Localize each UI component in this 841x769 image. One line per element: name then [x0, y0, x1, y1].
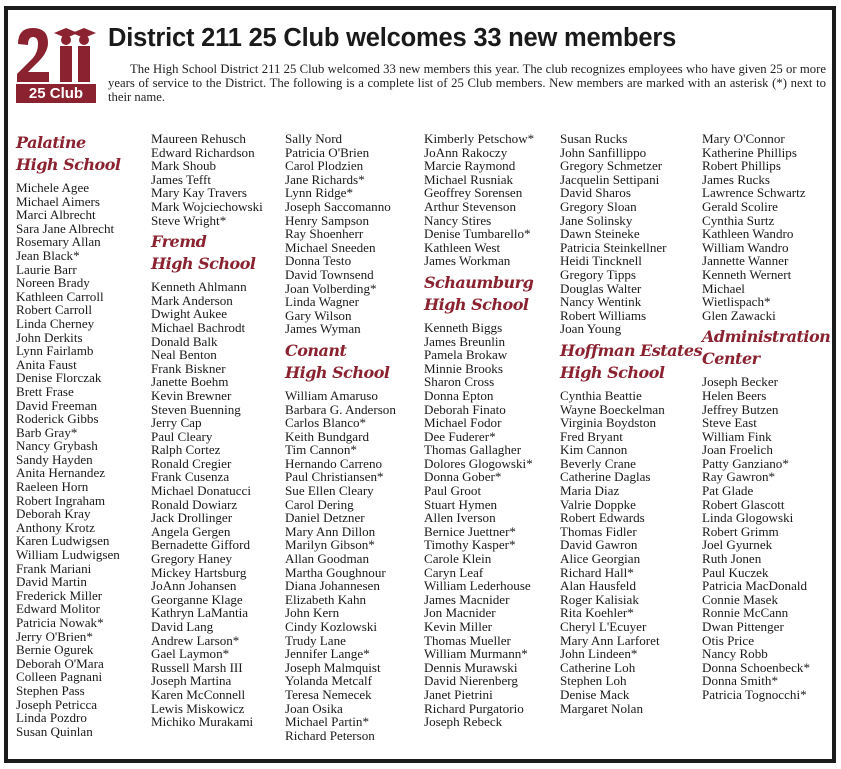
member-name: Mark Shoub: [151, 158, 217, 174]
member-name: David Nierenberg: [424, 673, 518, 689]
member-name: Robert Edwards: [560, 510, 645, 526]
member-name: Edward Molitor: [16, 601, 101, 617]
member-name: Robert Phillips: [702, 158, 781, 174]
member-name: Cheryl L'Ecuyer: [560, 619, 647, 634]
member-name: Glen Zawacki: [702, 307, 776, 323]
member-name: Kenneth Wernert: [702, 266, 792, 282]
school-heading-line: Fremd: [151, 232, 207, 252]
member-name: Michael Bachrodt: [151, 319, 246, 335]
member-name: James Macnider: [424, 591, 510, 607]
member-name: Michael Aimers: [16, 193, 100, 209]
member-name: Stuart Hymen: [424, 496, 498, 512]
member-name: Russell Marsh III: [151, 659, 243, 675]
school-heading: [702, 326, 830, 370]
member-name: Steve Wright*: [151, 212, 227, 228]
member-name: Robert Williams: [560, 307, 647, 323]
member-name: JoAnn Rakoczy: [424, 144, 508, 160]
logo-label: 25 Club: [16, 84, 96, 103]
member-name: Thomas Mueller: [424, 632, 511, 648]
member-name: Donna Testo: [285, 253, 352, 269]
member-name: Pat Glade: [702, 483, 754, 499]
member-name: Michiko Murakami: [151, 714, 254, 730]
member-name: Dee Fuderer*: [424, 428, 496, 444]
member-name: Kathleen West: [424, 239, 501, 255]
school-heading: [285, 340, 396, 384]
member-name: Lynn Fairlamb: [16, 343, 94, 359]
member-name: Alan Hausfeld: [560, 578, 636, 594]
member-name: Joseph Martina: [151, 673, 232, 689]
member-name: Patricia Steinkellner: [560, 239, 667, 255]
member-name: Frank Cusenza: [151, 469, 230, 485]
member-name: Frederick Miller: [16, 587, 103, 603]
member-name: Jerry Cap: [151, 415, 202, 431]
school-heading-line: Center: [702, 349, 760, 369]
member-name: Richard Peterson: [285, 727, 375, 743]
member-name: Mary Ann Dillon: [285, 523, 376, 539]
member-name: Fred Bryant: [560, 428, 623, 444]
school-heading-line: Administration: [702, 327, 831, 347]
member-name: Keith Bundgard: [285, 428, 370, 444]
member-name: Nancy Wentink: [560, 294, 642, 310]
member-name: Allan Goodman: [285, 551, 370, 567]
member-name: Diana Johannesen: [285, 578, 380, 594]
member-name: Michele Agee: [16, 180, 90, 195]
member-name: JoAnn Johansen: [151, 578, 237, 594]
member-name: Linda Glogowski: [702, 510, 794, 526]
member-name: Edward Richardson: [151, 144, 255, 160]
member-name: Michael Partin*: [285, 714, 369, 730]
member-name: Catherine Daglas: [560, 469, 651, 485]
member-name: Gregory Schmetzer: [560, 158, 663, 174]
member-name: Arthur Stevenson: [424, 198, 517, 214]
member-name: Barb Gray*: [16, 424, 78, 440]
member-name: Kathryn LaMantia: [151, 605, 249, 621]
school-heading: [16, 132, 120, 176]
member-name: Alice Georgian: [560, 551, 641, 567]
school-heading-line: Palatine: [16, 133, 86, 152]
member-name: Linda Cherney: [16, 315, 95, 331]
members-column-6: [702, 132, 830, 702]
school-heading: [560, 340, 702, 384]
member-name: Ray Shoenherr: [285, 226, 364, 242]
member-name: Angela Gergen: [151, 523, 231, 539]
member-name: Minnie Brooks: [424, 360, 503, 376]
member-name: Donna Schoenbeck*: [702, 659, 810, 675]
school-heading-line: High School: [424, 294, 529, 314]
member-name: Mark Anderson: [151, 292, 233, 308]
member-name: Dawn Steineke: [560, 226, 640, 242]
member-name: Yolanda Metcalf: [285, 673, 373, 689]
member-name: Virginia Boydston: [560, 415, 657, 431]
member-name: Richard Hall*: [560, 564, 634, 580]
member-name: Martha Goughnour: [285, 564, 386, 580]
member-name: Cynthia Beattie: [560, 387, 642, 403]
member-name: Lynn Ridge*: [285, 185, 354, 201]
member-name: Ralph Cortez: [151, 442, 221, 458]
member-name: Katherine Phillips: [702, 144, 797, 160]
member-name: Mark Wojciechowski: [151, 198, 263, 214]
member-name: Patricia Tognocchi*: [702, 686, 807, 702]
member-name: Patricia Nowak*: [16, 615, 104, 630]
member-name: Nancy Robb: [702, 646, 768, 662]
member-name: John Derkits: [16, 329, 83, 345]
member-name: David Gawron: [560, 537, 638, 553]
member-name: James Rucks: [702, 171, 771, 187]
member-name: Sara Jane Albrecht: [16, 220, 115, 236]
member-name: Margaret Nolan: [560, 700, 644, 716]
member-name: William Wandro: [702, 239, 789, 255]
member-name: Neal Benton: [151, 347, 217, 363]
member-name: Anita Faust: [16, 356, 77, 372]
member-name: Heidi Tincknell: [560, 253, 642, 269]
member-name: Timothy Kasper*: [424, 537, 516, 553]
member-name: Rita Koehler*: [560, 605, 634, 621]
member-name: Patricia MacDonald: [702, 578, 808, 594]
member-name: Steve East: [702, 415, 757, 431]
member-name: Marcie Raymond: [424, 158, 516, 174]
member-name: William Lederhouse: [424, 578, 531, 594]
member-name: Bernie Ogurek: [16, 642, 94, 658]
member-name: Linda Wagner: [285, 294, 359, 310]
member-name: Denise Florczak: [16, 370, 102, 386]
member-name: Joseph Malmquist: [285, 659, 381, 675]
member-name: Trudy Lane: [285, 632, 346, 648]
club-logo: [16, 26, 96, 102]
member-name: Gregory Tipps: [560, 266, 637, 282]
member-name: Brett Frase: [16, 383, 74, 399]
member-name: Janette Boehm: [151, 374, 229, 390]
member-name: Joan Froelich: [702, 442, 773, 458]
school-heading-line: Conant: [285, 340, 347, 360]
member-name: Mary Kay Travers: [151, 185, 248, 201]
member-name: Joan Volberding*: [285, 280, 377, 296]
member-name: Donna Smith*: [702, 673, 779, 689]
member-name: Karen McConnell: [151, 686, 246, 702]
member-name: Susan Quinlan: [16, 723, 93, 739]
member-name: David Lang: [151, 619, 214, 634]
member-name: Gael Laymon*: [151, 646, 230, 662]
member-name: Ray Gawron*: [702, 469, 776, 485]
school-heading-line: Hoffman Estates: [560, 340, 703, 360]
member-name: Roderick Gibbs: [16, 411, 99, 427]
member-name: Cynthia Surtz: [702, 212, 775, 228]
member-name: Otis Price: [702, 632, 755, 648]
member-name: Denise Mack: [560, 686, 630, 702]
member-name: James Wyman: [285, 321, 361, 337]
member-name: Teresa Nemecek: [285, 686, 372, 702]
member-name: Richard Purgatorio: [424, 700, 524, 716]
member-name: Nancy Stires: [424, 212, 492, 228]
member-name: Jennifer Lange*: [285, 646, 370, 662]
member-name: Kim Cannon: [560, 442, 628, 458]
member-name: Deborah Kray: [16, 506, 91, 522]
member-name: Joseph Petricca: [16, 696, 98, 712]
member-name: Michael Sneeden: [285, 239, 376, 255]
member-name: Joseph Becker: [702, 374, 778, 390]
member-name: Cindy Kozlowski: [285, 619, 378, 634]
member-name: Donald Balk: [151, 333, 218, 349]
member-name: Dolores Glogowski*: [424, 455, 533, 471]
member-name: Stephen Loh: [560, 673, 627, 689]
member-name: Colleen Pagnani: [16, 669, 103, 685]
member-name: John Kern: [285, 605, 340, 621]
members-column-1: [16, 132, 120, 738]
member-name: Janet Pietrini: [424, 686, 493, 702]
member-name: Maria Diaz: [560, 483, 620, 499]
school-heading: [424, 272, 534, 316]
member-name: Beverly Crane: [560, 455, 636, 471]
member-name: Paul Groot: [424, 483, 482, 499]
member-name: Caryn Leaf: [424, 564, 484, 580]
member-name: Kathleen Wandro: [702, 226, 794, 242]
member-name: Robert Grimm: [702, 523, 779, 539]
member-name: Pamela Brokaw: [424, 347, 508, 363]
member-name: Wayne Boeckelman: [560, 401, 665, 417]
member-name: Kenneth Biggs: [424, 319, 503, 335]
member-name: Marci Albrecht: [16, 207, 96, 223]
member-name: Deborah Finato: [424, 401, 506, 417]
member-name: Robert Carroll: [16, 302, 92, 318]
member-name: Jerry O'Brien*: [16, 628, 93, 644]
member-name: David Townsend: [285, 266, 374, 282]
member-name: William Fink: [702, 428, 772, 444]
school-heading-line: High School: [285, 362, 390, 382]
member-name: Marilyn Gibson*: [285, 537, 375, 553]
member-name: Dwan Pittenger: [702, 619, 784, 634]
member-name: Jon Macnider: [424, 605, 496, 621]
member-name: Nancy Grybash: [16, 438, 98, 454]
member-name: Jane Richards*: [285, 171, 365, 187]
member-name: Kenneth Ahlmann: [151, 279, 247, 295]
member-name: Stephen Pass: [16, 682, 85, 698]
member-name: Mickey Hartsburg: [151, 564, 247, 580]
member-name: Jack Drollinger: [151, 510, 233, 526]
member-name: Mary Ann Larforet: [560, 632, 660, 648]
member-name: Paul Christiansen*: [285, 469, 384, 485]
member-name: Dennis Murawski: [424, 659, 518, 675]
member-name: Henry Sampson: [285, 212, 370, 228]
member-name: Susan Rucks: [560, 131, 628, 146]
member-name: Linda Pozdro: [16, 710, 87, 726]
member-name: Robert Glascott: [702, 496, 785, 512]
member-name: Thomas Gallagher: [424, 442, 522, 458]
member-name: Helen Beers: [702, 387, 767, 403]
member-name: Kevin Brewner: [151, 387, 232, 403]
member-name: Bernice Juettner*: [424, 523, 516, 539]
member-name: Ronald Cregier: [151, 455, 232, 471]
member-name: Laurie Barr: [16, 261, 77, 277]
member-name: James Tefft: [151, 171, 212, 187]
member-name: Carlos Blanco*: [285, 415, 367, 431]
member-name: Lewis Miskowicz: [151, 700, 245, 716]
member-name: Mary O'Connor: [702, 131, 785, 146]
member-name: Patty Ganziano*: [702, 455, 789, 471]
member-name: Joseph Saccomanno: [285, 198, 391, 214]
member-name: Bernadette Gifford: [151, 537, 251, 553]
member-name: Sally Nord: [285, 131, 343, 146]
member-name: Rosemary Allan: [16, 234, 101, 250]
member-name: Douglas Walter: [560, 280, 642, 296]
member-name: Gerald Scolire: [702, 198, 778, 214]
member-name: Jannette Wanner: [702, 253, 789, 269]
member-name: Kathleen Carroll: [16, 288, 104, 304]
logo-211-graduates-icon: [16, 26, 96, 84]
member-name: Donna Epton: [424, 387, 494, 403]
member-name: William Murmann*: [424, 646, 528, 662]
member-name: Jeffrey Butzen: [702, 401, 779, 417]
members-column-3: [285, 132, 396, 742]
member-name: William Ludwigsen: [16, 547, 120, 563]
member-name: Deborah O'Mara: [16, 655, 104, 671]
member-name: Gary Wilson: [285, 307, 352, 323]
member-name: John Lindeen*: [560, 646, 638, 662]
member-name: Steven Buenning: [151, 401, 241, 417]
member-name: Donna Gober*: [424, 469, 502, 485]
school-heading: [151, 231, 263, 275]
school-heading-line: High School: [560, 362, 665, 382]
member-name: Carole Klein: [424, 551, 492, 567]
member-name: Noreen Brady: [16, 275, 90, 291]
member-name: Joan Osika: [285, 700, 343, 716]
member-name: Joel Gyurnek: [702, 537, 773, 553]
member-name: Anthony Krotz: [16, 519, 95, 535]
member-name: Roger Kalisiak: [560, 591, 639, 607]
member-name: Maureen Rehusch: [151, 131, 246, 146]
member-name: Valrie Doppke: [560, 496, 636, 512]
members-column-2: [151, 132, 263, 729]
member-name: Michael Rusniak: [424, 171, 514, 187]
member-name: David Martin: [16, 574, 87, 590]
member-name: Jane Solinsky: [560, 212, 633, 228]
member-name: David Sharos: [560, 185, 631, 201]
member-name: David Freeman: [16, 397, 98, 413]
intro-paragraph: The High School District 211 25 Club welcomed 33 new members this year. The club recognizes employees who have given 25 or more years of service to the District. The following is a complete list of 25 Club members. New members are marked with an asterisk (*) next to their name.: [108, 62, 826, 104]
member-name: Michael Fodor: [424, 415, 502, 431]
member-name: John Sanfillippo: [560, 144, 647, 160]
member-name: Lawrence Schwartz: [702, 185, 806, 201]
members-column-4: [424, 132, 534, 729]
member-name: Gregory Sloan: [560, 198, 637, 214]
member-name: Paul Kuczek: [702, 564, 769, 580]
member-name: Geoffrey Sorensen: [424, 185, 523, 201]
member-name: Robert Ingraham: [16, 492, 106, 508]
member-name: Gregory Haney: [151, 551, 233, 567]
member-name: William Amaruso: [285, 387, 378, 403]
member-name: Patricia O'Brien: [285, 144, 370, 160]
member-name: Ronald Dowiarz: [151, 496, 238, 512]
article-frame: [4, 6, 836, 763]
school-heading-line: Schaumburg: [424, 272, 534, 292]
member-name: Sandy Hayden: [16, 451, 93, 467]
member-name: Joseph Rebeck: [424, 714, 503, 730]
member-name: Elizabeth Kahn: [285, 591, 367, 607]
member-name: Paul Cleary: [151, 428, 213, 444]
member-name: James Workman: [424, 253, 511, 269]
member-name: Carol Plodzien: [285, 158, 364, 174]
member-name: Jean Black*: [16, 247, 80, 263]
member-name: Raeleen Horn: [16, 479, 89, 495]
member-name: Joan Young: [560, 321, 622, 337]
member-name: Tim Cannon*: [285, 442, 357, 458]
member-name: Catherine Loh: [560, 659, 636, 675]
member-name: Jacquelin Settipani: [560, 171, 660, 187]
member-name: Frank Biskner: [151, 360, 226, 376]
member-name: Allen Iverson: [424, 510, 496, 526]
member-name: Anita Hernandez: [16, 465, 106, 481]
member-name: Barbara G. Anderson: [285, 401, 396, 417]
member-name: Michael Donatucci: [151, 483, 251, 499]
member-name: Daniel Detzner: [285, 510, 365, 526]
member-name: Georganne Klage: [151, 591, 243, 607]
member-name: Karen Ludwigsen: [16, 533, 110, 549]
member-name: Kevin Miller: [424, 619, 493, 634]
member-name: Dwight Aukee: [151, 306, 228, 322]
member-name: Hernando Carreno: [285, 455, 383, 471]
member-name: Michael: [702, 280, 745, 296]
member-name: Sue Ellen Cleary: [285, 483, 374, 499]
member-name: Wietlispach*: [702, 294, 771, 310]
member-name: Ronnie McCann: [702, 605, 789, 621]
member-name: Denise Tumbarello*: [424, 226, 531, 242]
members-column-5: [560, 132, 702, 715]
member-name: Thomas Fidler: [560, 523, 637, 539]
member-name: Kimberly Petschow*: [424, 131, 535, 146]
member-name: Connie Masek: [702, 591, 779, 607]
member-name: Ruth Jonen: [702, 551, 762, 567]
member-name: James Breunlin: [424, 333, 506, 349]
member-name: Frank Mariani: [16, 560, 92, 576]
member-name: Sharon Cross: [424, 374, 495, 390]
headline: District 211 25 Club welcomes 33 new members: [108, 24, 677, 52]
school-heading-line: High School: [151, 254, 256, 274]
member-name: Andrew Larson*: [151, 632, 240, 648]
school-heading-line: High School: [16, 155, 121, 174]
member-name: Carol Dering: [285, 496, 354, 512]
